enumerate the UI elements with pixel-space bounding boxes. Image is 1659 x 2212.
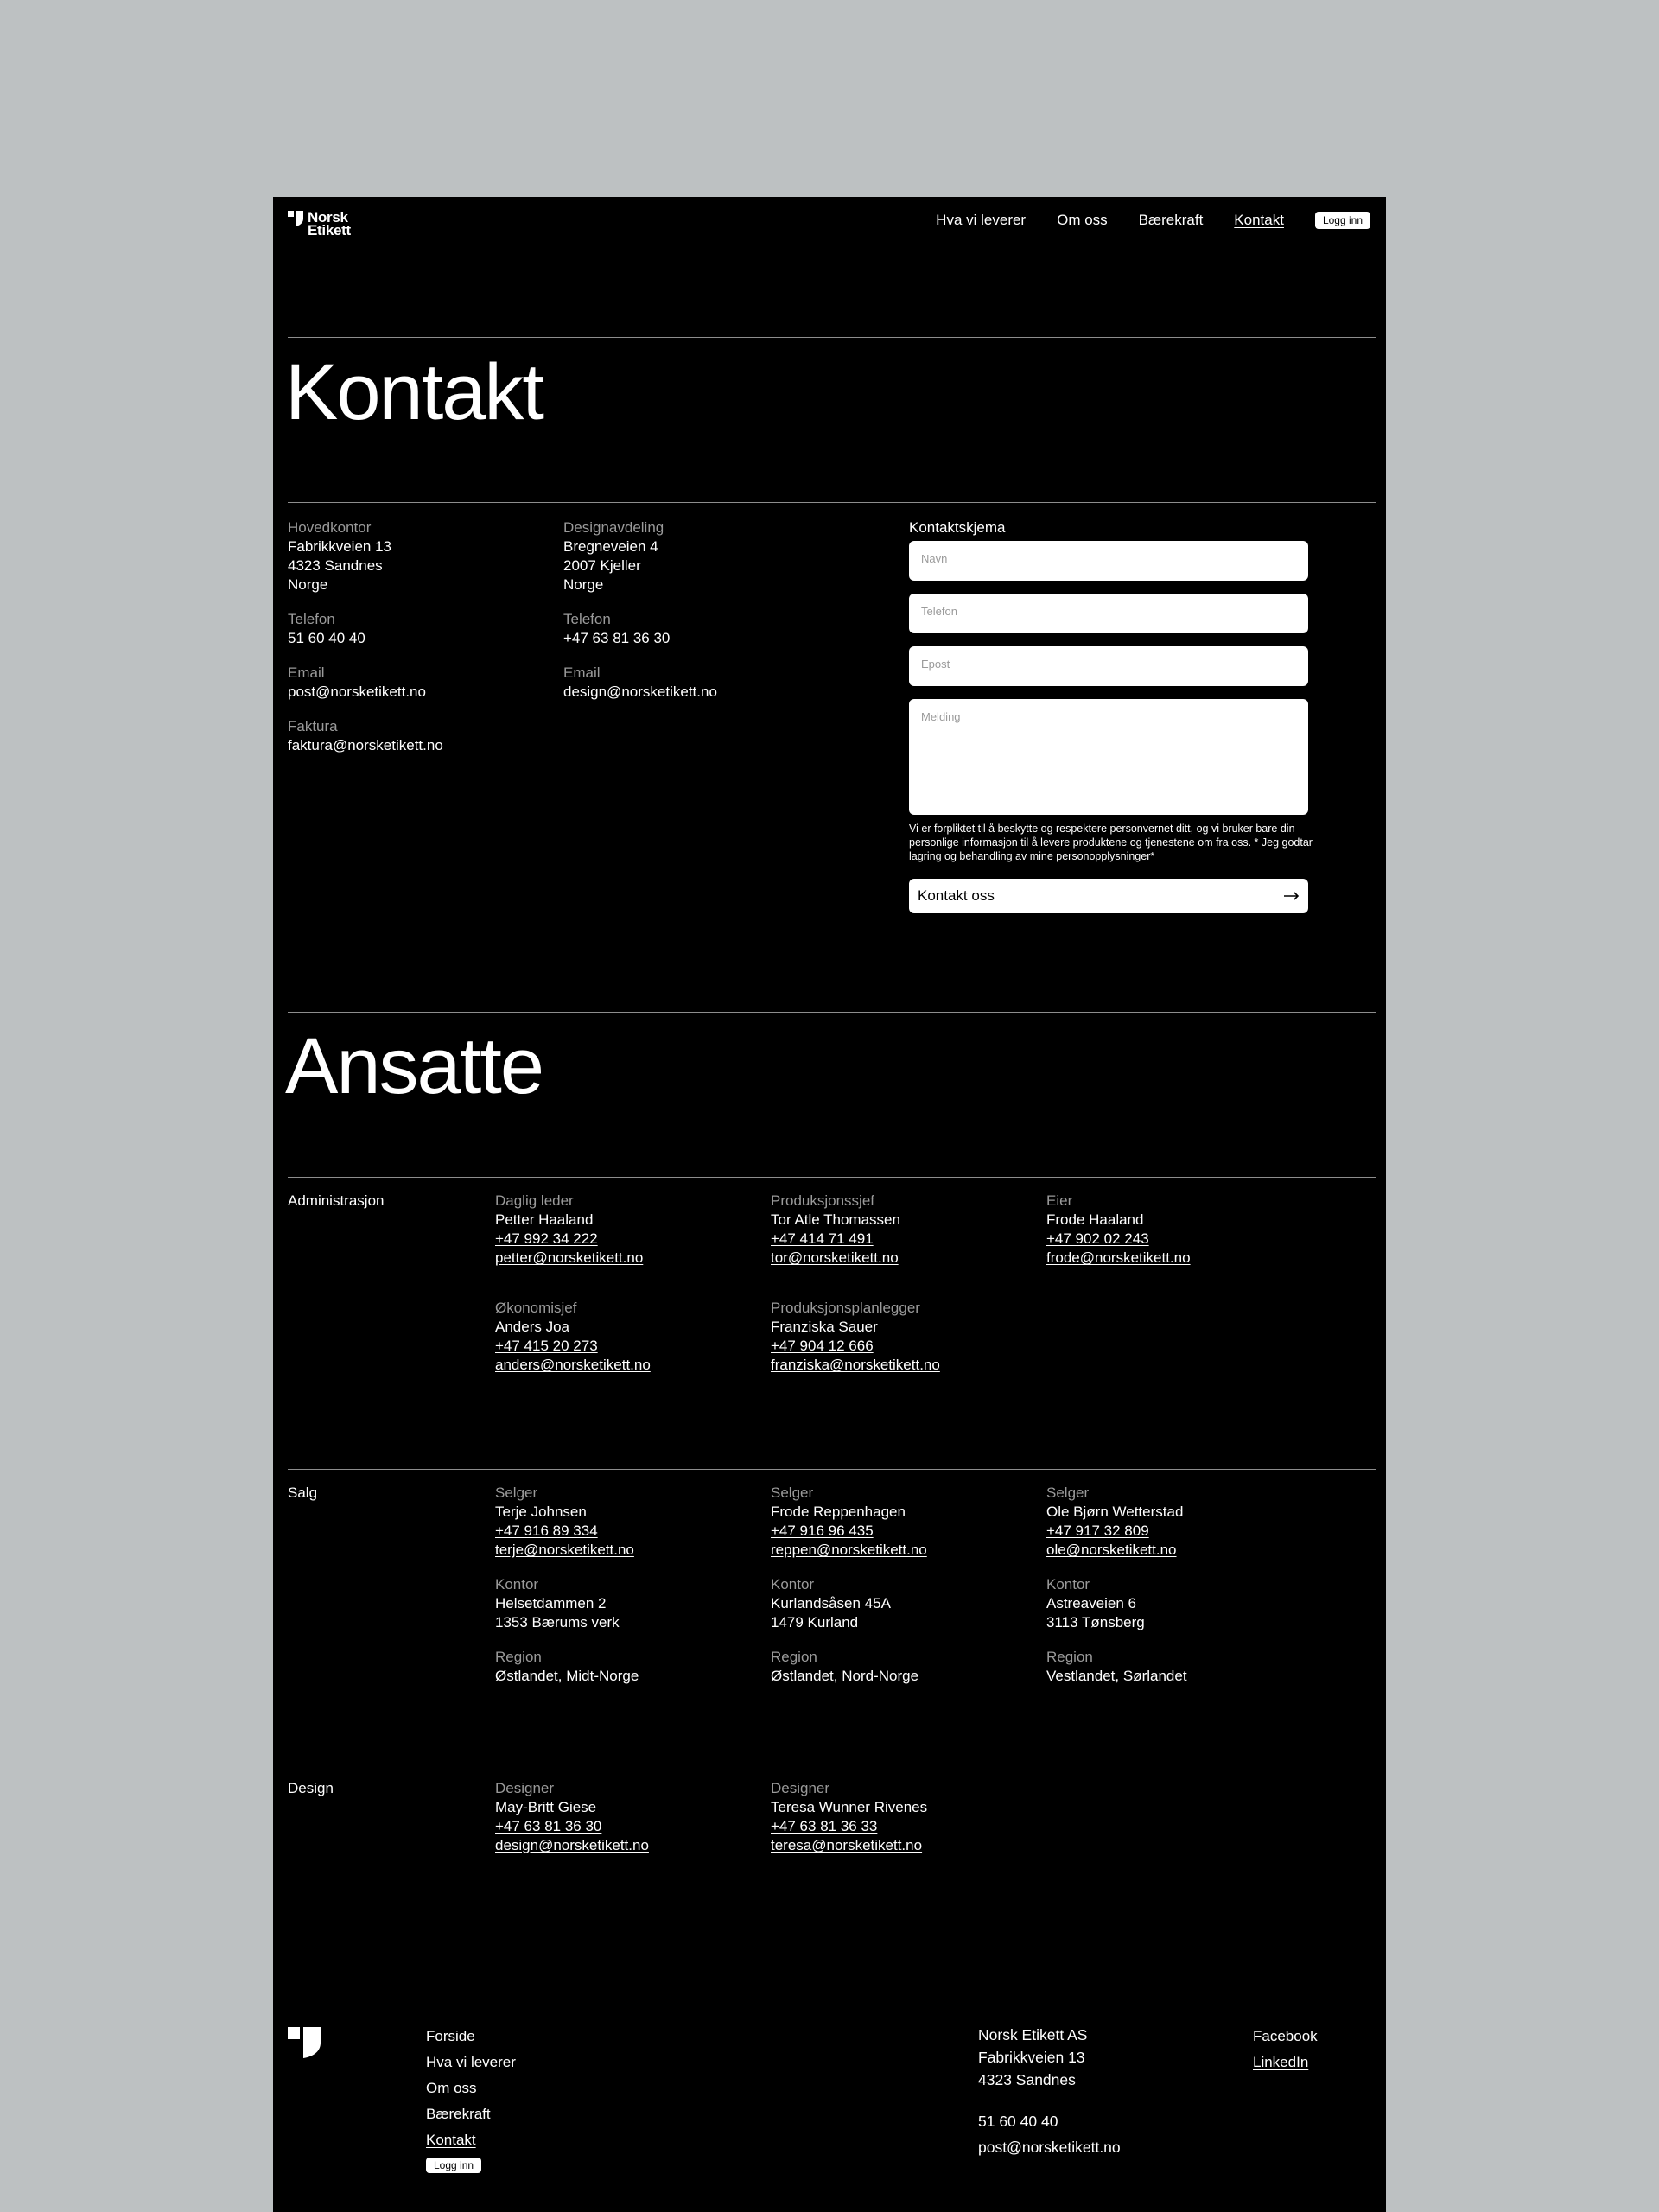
employee-role: Designer [771,1780,830,1796]
phone-input[interactable]: Telefon [909,594,1308,633]
office-address-line: 3113 Tønsberg [1046,1614,1145,1630]
employee-name: Tor Atle Thomassen [771,1211,900,1228]
nav-item-kontakt[interactable]: Kontakt [1234,212,1284,228]
category-administrasjon: Administrasjon [288,1192,385,1209]
region-value: Vestlandet, Sørlandet [1046,1668,1187,1684]
main-nav [936,212,1370,229]
divider [288,502,1376,503]
staff-title: Ansatte [285,1022,543,1110]
employee-role: Eier [1046,1192,1073,1209]
employee-name: Frode Haaland [1046,1211,1144,1228]
employee-name: Teresa Wunner Rivenes [771,1799,928,1815]
employee-email-link[interactable]: petter@norsketikett.no [495,1249,644,1266]
employee-card [495,1299,651,1375]
invoice-label: Faktura [288,718,338,734]
nav-item-om-oss[interactable]: Om oss [1057,212,1108,228]
employee-name: May-Britt Giese [495,1799,597,1815]
employee-email-link[interactable]: frode@norsketikett.no [1046,1249,1191,1266]
privacy-consent-text[interactable]: Vi er forpliktet til å beskytte og respektere personvernet ditt, og vi bruker bare din personlige informasjon til å levere produktene og tjenestene om fra oss. * Jeg godtar lagring og behandling av mine personopplysninger* [909,823,1313,862]
logo-mark-icon [288,211,303,226]
footer-nav [426,2024,516,2174]
contact-form-title: Kontaktskjema [909,519,1006,536]
region-label: Region [1046,1649,1093,1665]
contact-form [909,518,1313,913]
employee-phone-link[interactable]: +47 916 96 435 [771,1522,874,1539]
head-office-info [288,518,443,755]
employee-name: Petter Haaland [495,1211,594,1228]
email-label: Email [563,664,601,681]
employee-role: Produksjonssjef [771,1192,875,1209]
employee-phone-link[interactable]: +47 902 02 243 [1046,1230,1149,1247]
employee-email-link[interactable]: teresa@norsketikett.no [771,1837,923,1853]
company-address-line: 4323 Sandnes [978,2071,1076,2088]
employee-phone-link[interactable]: +47 904 12 666 [771,1338,874,1354]
office-address-line: Kurlandsåsen 45A [771,1595,891,1611]
nav-item-hva-vi-leverer[interactable]: Hva vi leverer [936,212,1027,228]
footer-logo-icon[interactable] [288,2027,321,2063]
office-address-line: Helsetdammen 2 [495,1595,607,1611]
footer-login-button[interactable]: Logg inn [426,2158,481,2173]
region-label: Region [771,1649,817,1665]
employee-role: Daglig leder [495,1192,574,1209]
head-office-label: Hovedkontor [288,519,372,536]
footer-nav-baerekraft[interactable]: Bærekraft [426,2106,491,2122]
divider [288,1012,1376,1013]
employee-email-link[interactable]: ole@norsketikett.no [1046,1541,1177,1558]
employee-email-link[interactable]: reppen@norsketikett.no [771,1541,927,1558]
employee-name: Frode Reppenhagen [771,1503,906,1520]
employee-role: Selger [1046,1484,1090,1501]
office-label: Kontor [495,1576,539,1592]
employee-role: Selger [771,1484,814,1501]
linkedin-link[interactable]: LinkedIn [1253,2054,1309,2070]
design-dept-email[interactable]: design@norsketikett.no [563,683,717,700]
name-input[interactable]: Navn [909,541,1308,581]
design-dept-phone[interactable]: +47 63 81 36 30 [563,630,671,646]
email-input[interactable]: Epost [909,646,1308,686]
footer-nav-om-oss[interactable]: Om oss [426,2080,477,2096]
employee-name: Terje Johnsen [495,1503,587,1520]
footer-nav-hva-vi-leverer[interactable]: Hva vi leverer [426,2054,516,2070]
footer-nav-forside[interactable]: Forside [426,2028,475,2044]
company-address-line: Fabrikkveien 13 [978,2049,1085,2066]
company-name: Norsk Etikett AS [978,2026,1088,2044]
design-dept-info [563,518,717,702]
employee-email-link[interactable]: franziska@norsketikett.no [771,1357,940,1373]
arrow-right-icon [1284,892,1300,900]
employee-phone-link[interactable]: +47 916 89 334 [495,1522,598,1539]
employee-card [771,1484,927,1686]
employee-role: Selger [495,1484,538,1501]
design-dept-address-line: Norge [563,576,604,593]
employee-phone-link[interactable]: +47 992 34 222 [495,1230,598,1247]
employee-card [495,1484,639,1686]
invoice-email[interactable]: faktura@norsketikett.no [288,737,443,753]
divider [288,1469,1376,1470]
office-label: Kontor [771,1576,815,1592]
head-office-address-line: Fabrikkveien 13 [288,538,392,555]
office-address-line: Astreaveien 6 [1046,1595,1136,1611]
employee-card [1046,1484,1187,1686]
phone-label: Telefon [563,611,611,627]
region-label: Region [495,1649,542,1665]
employee-phone-link[interactable]: +47 917 32 809 [1046,1522,1149,1539]
page-title: Kontakt [285,348,543,436]
head-office-email[interactable]: post@norsketikett.no [288,683,426,700]
category-salg: Salg [288,1484,318,1501]
email-label: Email [288,664,325,681]
employee-phone-link[interactable]: +47 63 81 36 33 [771,1818,878,1834]
divider [288,1177,1376,1178]
footer-phone[interactable]: 51 60 40 40 [978,2113,1058,2130]
employee-role: Produksjonsplanlegger [771,1300,920,1316]
employee-card [1046,1192,1191,1268]
login-button[interactable]: Logg inn [1315,212,1370,229]
employee-email-link[interactable]: terje@norsketikett.no [495,1541,634,1558]
design-dept-address-line: 2007 Kjeller [563,557,641,574]
office-label: Kontor [1046,1576,1090,1592]
head-office-phone[interactable]: 51 60 40 40 [288,630,365,646]
footer-social [1253,2024,1318,2075]
employee-name: Anders Joa [495,1319,569,1335]
region-value: Østlandet, Nord-Norge [771,1668,919,1684]
footer-email[interactable]: post@norsketikett.no [978,2139,1121,2156]
footer-nav-kontakt[interactable]: Kontakt [426,2132,476,2148]
employee-phone-link[interactable]: +47 63 81 36 30 [495,1818,602,1834]
contact-submit-button[interactable] [909,879,1308,913]
employee-card [771,1299,940,1375]
employee-role: Økonomisjef [495,1300,577,1316]
submit-label: Kontakt oss [918,887,995,904]
head-office-address-line: 4323 Sandnes [288,557,383,574]
employee-email-link[interactable]: tor@norsketikett.no [771,1249,899,1266]
category-design: Design [288,1780,334,1796]
brand-logo[interactable] [288,211,351,237]
logo-line-1: Norsk [308,209,348,226]
employee-role: Designer [495,1780,555,1796]
employee-card [495,1192,643,1268]
employee-card [495,1779,649,1855]
employee-name: Ole Bjørn Wetterstad [1046,1503,1184,1520]
employee-card [771,1192,900,1268]
message-textarea[interactable]: Melding [909,699,1308,815]
region-value: Østlandet, Midt-Norge [495,1668,639,1684]
design-dept-address-line: Bregneveien 4 [563,538,658,555]
design-dept-label: Designavdeling [563,519,664,536]
phone-label: Telefon [288,611,335,627]
facebook-link[interactable]: Facebook [1253,2028,1318,2044]
logo-line-2: Etikett [308,222,351,238]
employee-email-link[interactable]: design@norsketikett.no [495,1837,649,1853]
office-address-line: 1479 Kurland [771,1614,859,1630]
office-address-line: 1353 Bærums verk [495,1614,620,1630]
employee-email-link[interactable]: anders@norsketikett.no [495,1357,651,1373]
employee-phone-link[interactable]: +47 414 71 491 [771,1230,874,1247]
employee-phone-link[interactable]: +47 415 20 273 [495,1338,598,1354]
head-office-address-line: Norge [288,576,328,593]
employee-name: Franziska Sauer [771,1319,878,1335]
divider [288,337,1376,338]
employee-card [771,1779,927,1855]
page-canvas [273,197,1386,2212]
nav-item-baerekraft[interactable]: Bærekraft [1138,212,1204,228]
footer-company-info [978,2024,1121,2160]
